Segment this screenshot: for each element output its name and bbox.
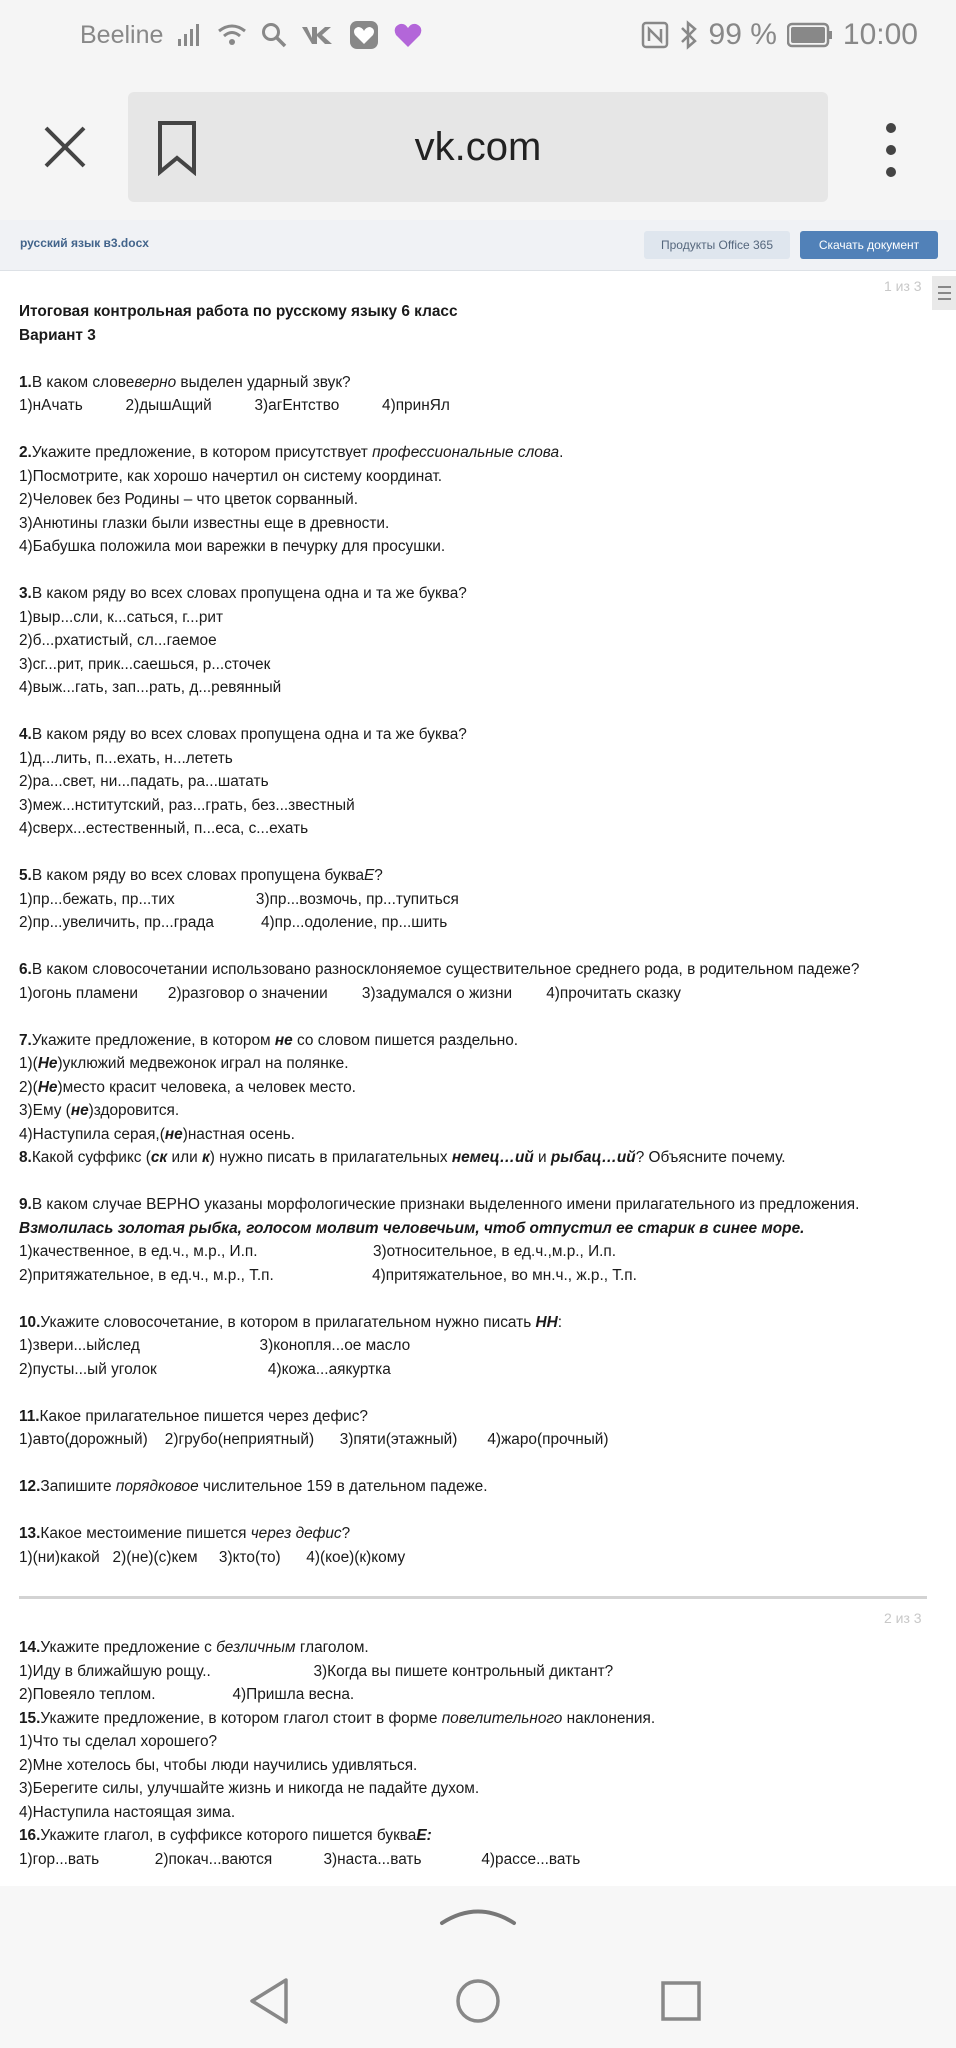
search-icon	[261, 18, 287, 52]
page-indicator: 1 из 3	[884, 278, 922, 294]
question-13: 13.Какое местоимение пишется через дефис?	[19, 1525, 351, 1542]
question-4: 4.В каком ряду во всех словах пропущена одна и та же буква?	[19, 726, 467, 743]
browser-toolbar	[0, 72, 956, 220]
document-filename[interactable]: русский язык в3.docx	[20, 236, 149, 250]
recent-apps-icon[interactable]	[660, 1980, 702, 2022]
answer-option: 4)Наступила настоящая зима.	[19, 1803, 236, 1821]
question-14: 14.Укажите предложение с безличным глаголом.	[19, 1639, 369, 1656]
answer-option: 4)Наступила серая,(не)настная осень.	[19, 1125, 295, 1143]
answer-options: 1)гор...вать 2)покач...ваются 3)наста...вать 4)рассе...вать	[19, 1850, 581, 1868]
question-10: 10.Укажите словосочетание, в котором в прилагательном нужно писать НН:	[19, 1313, 563, 1331]
answer-options: 2)пр...увеличить, пр...града 4)пр...одоление, пр...шить	[19, 914, 448, 931]
document-page-1	[19, 300, 919, 1569]
question-16: 16.Укажите глагол, в суффиксе которого пишется букваЕ:	[19, 1827, 432, 1844]
side-menu-icon[interactable]	[932, 276, 956, 310]
answer-option: 1)д...лить, п...ехать, н...лететь	[19, 749, 233, 767]
office-products-button[interactable]: Продукты Office 365	[644, 231, 790, 259]
document-header	[0, 220, 956, 271]
question-12: 12.Запишите порядковое числительное 159 в дательном падеже.	[19, 1478, 488, 1495]
question-3: 3.В каком ряду во всех словах пропущена одна и та же буква?	[19, 585, 467, 602]
question-9: 9.В каком случае ВЕРНО указаны морфологические признаки выделенного имени прилагательного из предложения.	[19, 1196, 860, 1213]
answer-option: 3)Ему (не)здоровится.	[19, 1102, 180, 1119]
question-2: 2.Укажите предложение, в котором присутствует профессиональные слова.	[19, 444, 564, 461]
answer-options: 1)нАчать 2)дышАщий 3)агЕнтство 4)принЯл	[19, 397, 450, 414]
home-icon[interactable]	[455, 1978, 501, 2024]
answer-option: 4)Бабушка положила мои варежки в печурку для просушки.	[19, 538, 446, 555]
answer-option: 4)выж...гать, зап...рать, д...ревянный	[19, 679, 282, 696]
page-indicator: 2 из 3	[884, 1610, 922, 1626]
answer-option: 2)(Не)место красит человека, а человек место.	[19, 1078, 356, 1096]
url-bar[interactable]	[128, 92, 828, 202]
answer-option: 1)Что ты сделал хорошего?	[19, 1733, 218, 1750]
url-text: vk.com	[414, 125, 542, 169]
back-icon[interactable]	[246, 1976, 292, 2026]
answer-option: 3)меж...нститутский, раз...грать, без...звестный	[19, 796, 355, 814]
question-7: 7.Укажите предложение, в котором не со словом пишется раздельно.	[19, 1031, 519, 1049]
question-5: 5.В каком ряду во всех словах пропущена букваЕ?	[19, 867, 383, 884]
answer-option: 4)сверх...естественный, п...еса, с...ехать	[19, 820, 309, 837]
wifi-icon	[217, 18, 247, 52]
answer-options: 1)(ни)какой 2)(не)(с)кем 3)кто(то) 4)(кое)(к)кому	[19, 1548, 406, 1566]
answer-option: 1)(Не)уклюжий медвежонок играл на полянке.	[19, 1055, 349, 1072]
status-bar	[0, 0, 956, 72]
answer-options: 1)Иду в ближайшую рощу.. 3)Когда вы пишете контрольный диктант?	[19, 1662, 614, 1680]
doc-variant: Вариант 3	[19, 326, 96, 344]
answer-options: 1)огонь пламени 2)разговор о значении 3)задумался о жизни 4)прочитать сказку	[19, 984, 681, 1002]
answer-option: 2)ра...свет, ни...падать, ра...шатать	[19, 773, 269, 790]
heart-icon	[393, 18, 423, 52]
close-icon[interactable]	[40, 122, 90, 172]
carrier-name: Beeline	[80, 20, 164, 49]
doc-title: Итоговая контрольная работа по русскому языку 6 класс	[19, 303, 458, 320]
signal-icon	[177, 18, 203, 52]
question-6: 6.В каком словосочетании использовано разносклоняемое существительное среднего рода, в родительном падеже?	[19, 961, 860, 978]
answer-option: 3)сг...рит, прик...саешься, р...сточек	[19, 655, 271, 673]
answer-options: 1)звери...ыйслед 3)конопля...ое масло	[19, 1337, 411, 1354]
answer-option: 1)Посмотрите, как хорошо начертил он систему координат.	[19, 467, 443, 485]
page-divider	[19, 1596, 927, 1599]
bluetooth-icon	[679, 18, 699, 52]
answer-option: 3)Анютины глазки были известны еще в древности.	[19, 514, 390, 532]
vk-icon	[301, 18, 335, 52]
answer-options: 2)пусты...ый уголок 4)кожа...аякуртка	[19, 1360, 391, 1378]
answer-option: 3)Берегите силы, улучшайте жизнь и никогда не падайте духом.	[19, 1780, 480, 1797]
status-right	[641, 18, 918, 52]
battery-percent: 99 %	[708, 18, 777, 51]
more-menu-icon[interactable]	[876, 120, 906, 180]
answer-options: 1)авто(дорожный) 2)грубо(неприятный) 3)пяти(этажный) 4)жаро(прочный)	[19, 1431, 609, 1448]
answer-option: 2)Человек без Родины – что цветок сорванный.	[19, 491, 359, 508]
question-8: 8.Какой суффикс (ск или к) нужно писать в прилагательных немец…ий и рыбац…ий? Объясните почему.	[19, 1149, 786, 1166]
chevron-up-icon[interactable]	[438, 1906, 518, 1926]
status-left	[80, 18, 423, 52]
download-button[interactable]: Скачать документ	[800, 231, 938, 259]
answer-option: 1)выр...сли, к...саться, г...рит	[19, 608, 224, 626]
document-page-2	[19, 1636, 919, 1871]
answer-options: 2)притяжательное, в ед.ч., м.р., Т.п. 4)притяжательное, во мн.ч., ж.р., Т.п.	[19, 1266, 637, 1284]
answer-option: 2)б...рхатистый, сл...гаемое	[19, 632, 217, 649]
nfc-icon	[641, 18, 669, 52]
question-11: 11.Какое прилагательное пишется через дефис?	[19, 1407, 368, 1425]
app-heart-icon	[349, 18, 379, 52]
answer-options: 1)пр...бежать, пр...тих 3)пр...возмочь, пр...тупиться	[19, 890, 459, 908]
answer-option: 2)Мне хотелось бы, чтобы люди научились удивляться.	[19, 1756, 418, 1774]
clock: 10:00	[842, 18, 918, 51]
answer-options: 2)Повеяло теплом. 4)Пришла весна.	[19, 1686, 355, 1703]
answer-options: 1)качественное, в ед.ч., м.р., И.п. 3)относительное, в ед.ч.,м.р., И.п.	[19, 1243, 617, 1260]
question-1: 1.В каком словеверно выделен ударный звук?	[19, 373, 351, 391]
system-nav-bar	[0, 1886, 956, 2048]
bookmark-icon[interactable]	[155, 120, 199, 176]
question-9-sentence: Взмолилась золотая рыбка, голосом молвит человечьим, чтоб отпустил ее старик в синее море.	[19, 1219, 805, 1237]
battery-icon	[787, 18, 833, 52]
question-15: 15.Укажите предложение, в котором глагол стоит в форме повелительного наклонения.	[19, 1709, 656, 1727]
